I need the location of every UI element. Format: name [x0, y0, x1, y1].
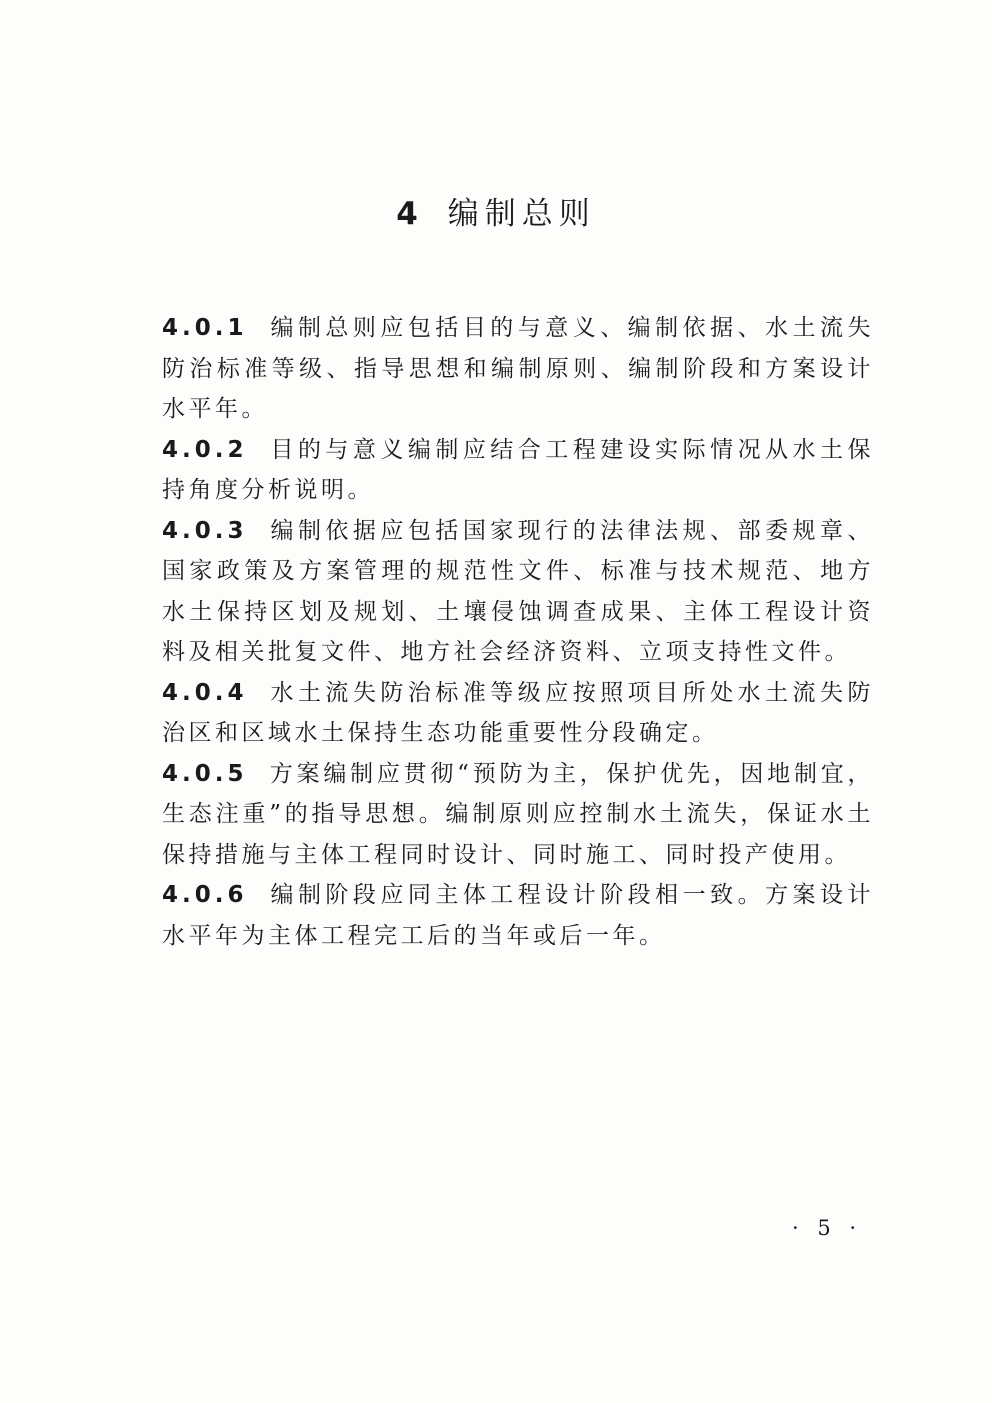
clause-4-0-5 — [162, 754, 874, 876]
clause-4-0-2 — [162, 430, 874, 511]
chapter-heading: 编制总则 — [447, 196, 596, 232]
clause-number: 4.0.2 — [162, 436, 248, 463]
page-number: · 5 · — [792, 1216, 863, 1240]
clause-4-0-6 — [162, 875, 874, 956]
clause-4-0-3 — [162, 511, 874, 673]
clause-number: 4.0.6 — [162, 882, 248, 908]
clause-number: 4.0.4 — [162, 679, 248, 706]
clause-text: 方案编制应贯彻“预防为主，保护优先，因地制宜，生态注重”的指导思想。编制原则应控制水土流失，保证水土保持措施与主体工程同时设计、同时施工、同时投产使用。 — [162, 760, 874, 868]
chapter-number: 4 — [396, 196, 424, 232]
clause-text: 目的与意义编制应结合工程建设实际情况从水土保持角度分析说明。 — [162, 436, 874, 503]
clause-list — [162, 308, 874, 956]
clause-number: 4.0.1 — [162, 315, 248, 341]
clause-4-0-4 — [162, 673, 874, 754]
clause-text: 水土流失防治标准等级应按照项目所处水土流失防治区和区域水土保持生态功能重要性分段确定。 — [162, 679, 874, 746]
clause-number: 4.0.3 — [162, 517, 248, 544]
clause-4-0-1 — [162, 308, 874, 430]
clause-text: 编制阶段应同主体工程设计阶段相一致。方案设计水平年为主体工程完工后的当年或后一年。 — [162, 882, 874, 949]
clause-number: 4.0.5 — [162, 760, 248, 787]
clause-text: 编制总则应包括目的与意义、编制依据、水土流失防治标准等级、指导思想和编制原则、编制阶段和方案设计水平年。 — [162, 315, 874, 422]
chapter-title — [0, 188, 992, 233]
clause-text: 编制依据应包括国家现行的法律法规、部委规章、国家政策及方案管理的规范性文件、标准与技术规范、地方水土保持区划及规划、土壤侵蚀调查成果、主体工程设计资料及相关批复文件、地方社会经济资料、立项支持性文件。 — [162, 517, 874, 665]
